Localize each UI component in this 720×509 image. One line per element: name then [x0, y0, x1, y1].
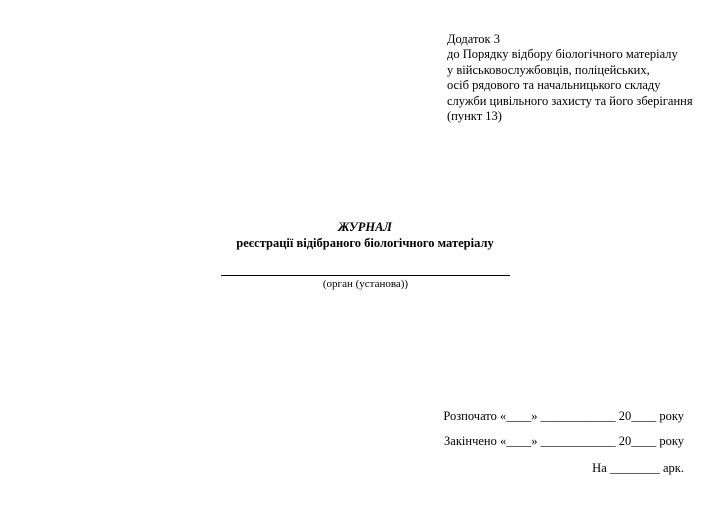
organization-blank-line	[221, 263, 510, 276]
finished-date-line: Закінчено «____» ____________ 20____ року	[444, 434, 684, 448]
dates-block	[443, 409, 684, 476]
annex-line: осіб рядового та начальницького складу	[447, 78, 661, 93]
annex-line: Додаток 3	[447, 32, 500, 46]
annex-line: у військовослужбовців, поліцейських,	[447, 62, 650, 77]
sheets-count-line: На ________ арк.	[592, 461, 684, 475]
annex-line: (пункт 13)	[447, 109, 502, 124]
annex-line: служби цивільного захисту та його зберігання	[447, 93, 693, 108]
annex-line: до Порядку відбору біологічного матеріалу	[447, 47, 678, 62]
journal-title: ЖУРНАЛ	[337, 220, 393, 234]
started-date-line: Розпочато «____» ____________ 20____ року	[443, 409, 684, 423]
organization-field	[221, 263, 510, 291]
organization-caption: (орган (установа))	[322, 278, 409, 290]
annex-block	[447, 32, 712, 124]
journal-subtitle: реєстрації відібраного біологічного матеріалу	[236, 235, 494, 250]
journal-heading	[200, 220, 530, 251]
